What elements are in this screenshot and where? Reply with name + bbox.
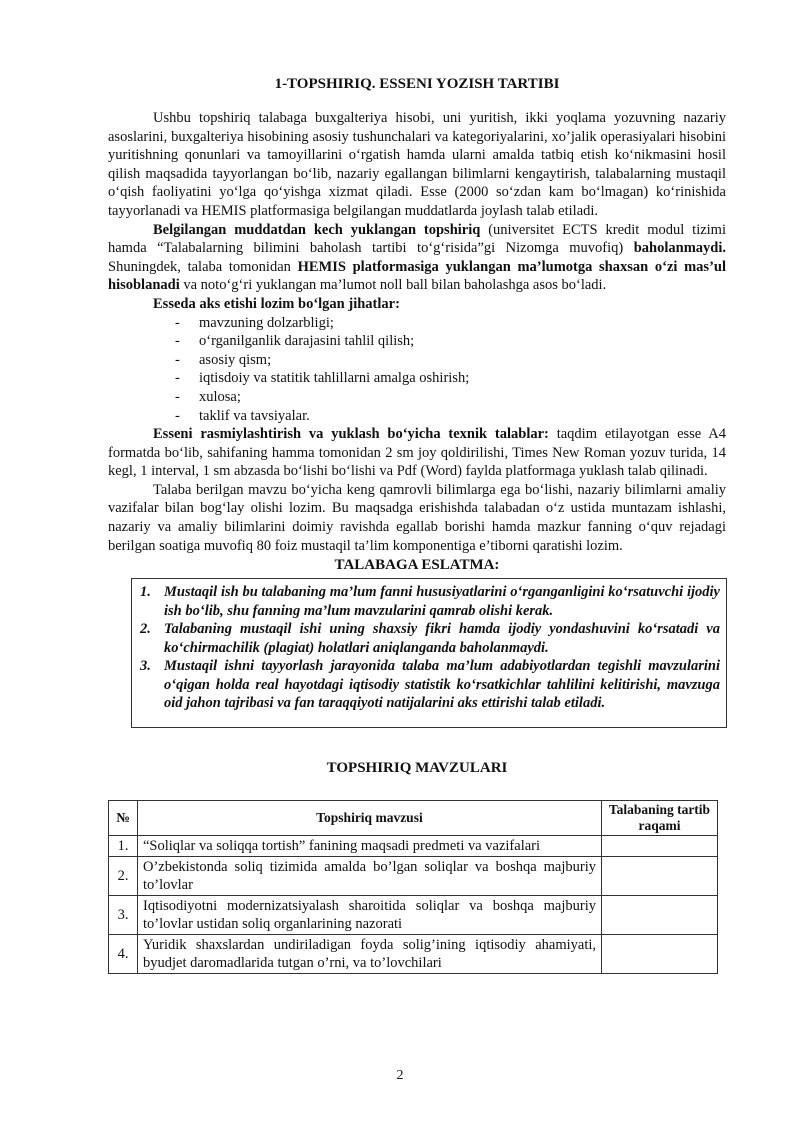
- notice-title: TALABAGA ESLATMA:: [334, 557, 500, 574]
- notice-list: [138, 583, 720, 713]
- header-number: №: [109, 800, 138, 835]
- notice-item: [138, 620, 720, 657]
- table-row: [109, 856, 718, 895]
- header-student-number: Talabaning tartib raqami: [602, 800, 718, 835]
- aspects-list: [108, 314, 726, 426]
- notice-item: [138, 583, 720, 620]
- row-number: 4.: [109, 934, 138, 973]
- row-topic: Iqtisodiyotni modernizatsiyalash sharoitida soliqlar va boshqa majburiy to’lovlar ustidan soliq organlarining nazorati: [138, 895, 602, 934]
- aspects-heading: Esseda aks etishi lozim bo‘lgan jihatlar:: [153, 295, 400, 312]
- table-header-row: [109, 800, 718, 835]
- tech-bold: Esseni rasmiylashtirish va yuklash bo‘yicha texnik talablar:: [153, 426, 549, 443]
- late-bold-2: baholanmaydi.: [633, 240, 726, 257]
- row-topic: O’zbekistonda soliq tizimida amalda bo’lgan soliqlar va boshqa majburiy to’lovlar: [138, 856, 602, 895]
- list-item: - asosiy qism;: [175, 351, 726, 370]
- notice-number: 1.: [140, 584, 151, 601]
- row-number: 1.: [109, 835, 138, 856]
- row-topic: “Soliqlar va soliqqa tortish” fanining maqsadi predmeti va vazifalari: [138, 835, 602, 856]
- intro-paragraph: Ushbu topshiriq talabaga buxgalteriya hisobi, uni yuritish, ikki yoqlama yozuvning nazariy asoslarini, buxgalteriya hisobining asosiy tushunchalari va kategoriyalarini, xo’jalik operasiyalari hisobini yuritishning qonunlari va tamoyillarini o‘rgatish hamda ularni amalda tatbiq etish ko‘nikmasini hosil qilish maqsadida tayyorlangan bo‘lib, nazariy egallangan bilimlarni kengaytirish, talabalarning mustaqil o‘qish faoliyatini yo‘lga qo‘yishga xizmat qiladi. Esse (2000 so‘zdan kam bo‘lmagan) ko‘rinishida tayyorlanadi va HEMIS platformasiga belgilangan muddatlarda joylash talab etiladi.: [108, 110, 726, 219]
- late-text-1: (universitet ECTS kredit modul tizimi hamda “Talabalarning bilimini baholash tartibi to‘g‘risida”gi Nizomga muvofiq): [108, 221, 726, 257]
- late-text-2: Shuningdek, talaba tomonidan: [108, 258, 298, 275]
- late-text-3: va noto‘g‘ri yuklangan ma’lumot noll ball bilan baholashga asos bo‘ladi.: [179, 277, 607, 294]
- row-student-number: [602, 835, 718, 856]
- row-student-number: [602, 934, 718, 973]
- notice-box: [131, 578, 727, 728]
- header-topic: Topshiriq mavzusi: [138, 800, 602, 835]
- table-row: [109, 895, 718, 934]
- notice-text: Talabaning mustaqil ishi uning shaxsiy fikri hamda ijodiy yondashuvini ko‘rsatadi va ko‘chirmachilik (plagiat) holatlari aniqlanganda baholanmaydi.: [164, 621, 720, 656]
- late-bold-3: HEMIS platformasiga yuklangan ma’lumotga shaxsan o‘zi mas’ul hisoblanadi: [108, 258, 726, 294]
- list-item: - xulosa;: [175, 388, 726, 407]
- list-item: - o‘rganilganlik darajasini tahlil qilish;: [175, 332, 726, 351]
- list-item: - mavzuning dolzarbligi;: [175, 314, 726, 333]
- notice-text: Mustaqil ishni tayyorlash jarayonida talaba ma’lum adabiyotlardan tegishli mavzularini o‘qigan holda real hayotdagi iqtisodiy statistik ko‘rsatkichlar tahlilini kelitirishi, mavzuga oid jahon tajribasi va fan taraqqiyoti natijalarini aks ettirishi talab etiladi.: [164, 658, 720, 712]
- page-number: 2: [396, 1068, 404, 1083]
- tech-text: taqdim etilayotgan esse A4 formatda bo‘lib, sahifaning hamma tomonidan 2 sm joy qoldirilishi, Times New Roman yozuv turida, 14 kegl, 1 interval, 1 sm abzasda bo‘lishi bo‘lishi va Pdf (Word) faylda platformaga yuklash talab qilinadi.: [108, 426, 726, 480]
- row-topic: Yuridik shaxslardan undiriladigan foyda solig’ining iqtisodiy ahamiyati, byudjet daromadlarida tutgan o’rni, va to’lovchilari: [138, 934, 602, 973]
- table-row: [109, 934, 718, 973]
- row-number: 2.: [109, 856, 138, 895]
- page-title: 1-TOPSHIRIQ. ESSENI YOZISH TARTIBI: [274, 76, 560, 92]
- table-row: [109, 835, 718, 856]
- notice-text: Mustaqil ish bu talabaning ma’lum fanni hususiyatlarini o‘rganganligini ko‘rsatuvchi ijodiy ish bo‘lib, shu fanning ma’lum mavzularini qamrab olishi kerak.: [164, 584, 720, 619]
- topics-table: [108, 800, 718, 974]
- notice-item: [138, 657, 720, 713]
- closing-paragraph: Talaba berilgan mavzu bo‘yicha keng qamrovli bilimlarga ega bo‘lishi, nazariy bilimlarni amaliy vazifalar bilan bog‘lay olishi lozim. Bu maqsadga erishishda talabadan o‘z ustida muntazam ishlashi, nazariy va amaliy bilimlarini doimiy ravishda egallab borishi hamda mazkur fanning o‘quv rejadagi berilgan soatiga muvofiq 80 foiz mustaqil ta’lim komponentiga e’tiborni qaratishi lozim.: [108, 481, 726, 554]
- list-item: - iqtisdoiy va statitik tahlillarni amalga oshirish;: [175, 369, 726, 388]
- late-bold-1: Belgilangan muddatdan kech yuklangan topshiriq: [153, 221, 481, 238]
- notice-number: 3.: [140, 658, 151, 675]
- tech-requirements-paragraph: [108, 425, 726, 481]
- notice-number: 2.: [140, 621, 151, 638]
- row-student-number: [602, 856, 718, 895]
- document-page: [108, 70, 726, 974]
- row-number: 3.: [109, 895, 138, 934]
- row-student-number: [602, 895, 718, 934]
- topics-title: TOPSHIRIQ MAVZULARI: [326, 759, 508, 776]
- late-submission-paragraph: [108, 221, 726, 295]
- list-item: - taklif va tavsiyalar.: [175, 407, 726, 426]
